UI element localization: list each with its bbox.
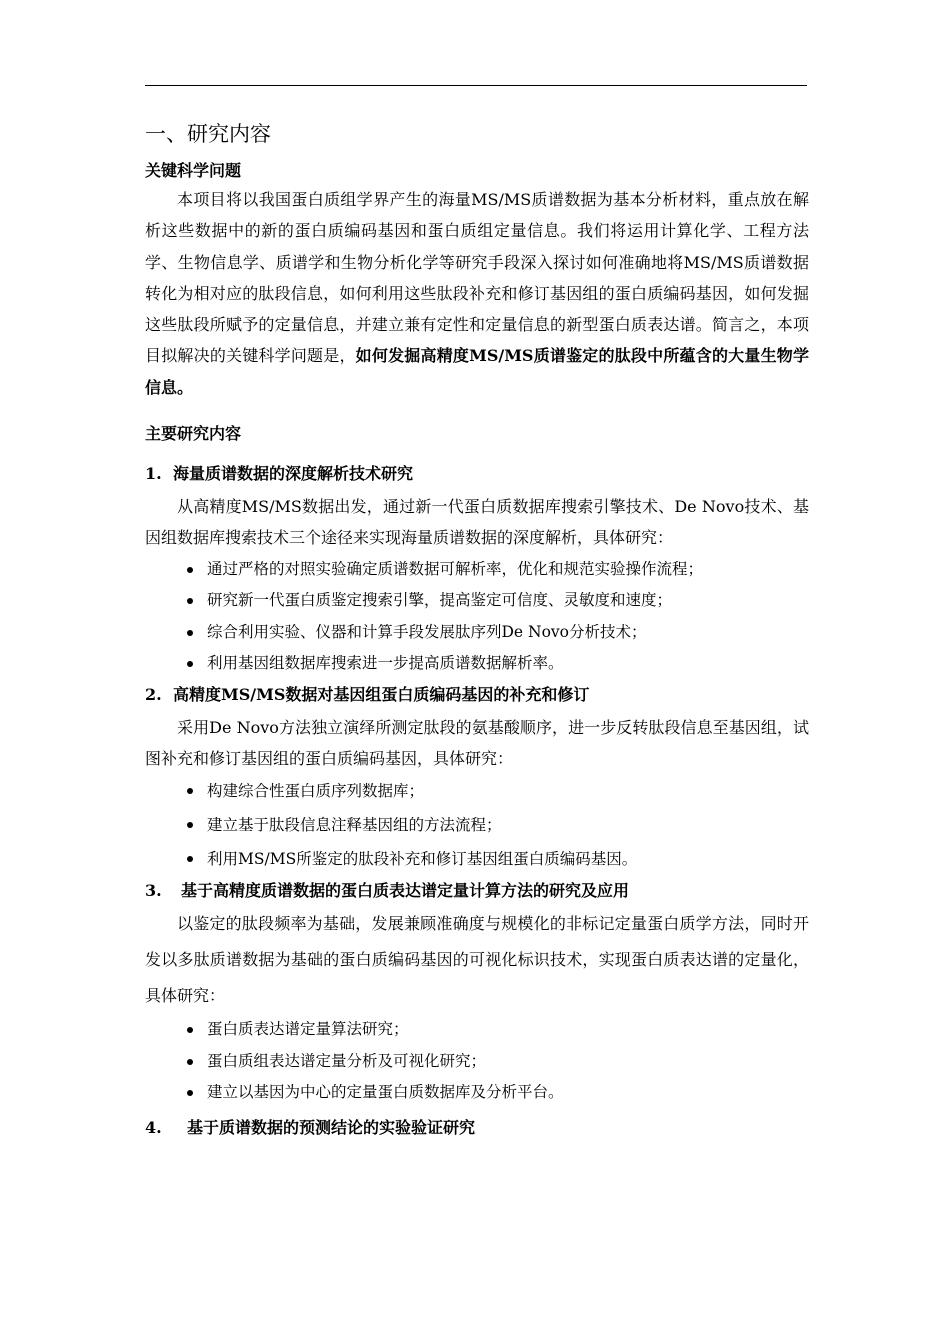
header-rule [145,85,807,86]
list-item: 蛋白质表达谱定量算法研究； [145,1014,809,1046]
item-2-heading [145,682,809,708]
bullet-icon [187,856,193,862]
bullet-icon [187,1059,193,1065]
list-item: 利用基因组数据库搜索进一步提高质谱数据解析率。 [145,648,809,680]
item-2-bullets [145,774,809,876]
bullet-icon [187,661,193,667]
item-4-title: 基于质谱数据的预测结论的实验验证研究 [187,1117,476,1137]
key-problem-paragraph [145,184,809,403]
bullet-icon [187,822,193,828]
key-problem-emphasis: 如何发掘高精度MS/MS质谱鉴定的肽段中所蕴含的大量生物学信息。 [145,346,809,397]
item-4-number: 4. [145,1117,162,1137]
item-1-title: 海量质谱数据的深度解析技术研究 [173,464,414,484]
item-1-text: 从高精度MS/MS数据出发，通过新一代蛋白质数据库搜索引擎技术、De Novo技术、基因组数据库搜索技术三个途径来实现海量质谱数据的深度解析，具体研究： [145,497,809,548]
document-body [145,118,809,1141]
item-3-title: 基于高精度质谱数据的蛋白质表达谱定量计算方法的研究及应用 [181,881,630,901]
list-item: 通过严格的对照实验确定质谱数据可解析率，优化和规范实验操作流程； [145,554,809,586]
item-3-text: 以鉴定的肽段频率为基础，发展兼顾准确度与规模化的非标记定量蛋白质学方法，同时开发以多肽质谱数据为基础的蛋白质编码基因的可视化标识技术，实现蛋白质表达谱的定量化，具体研究： [145,914,809,1006]
item-1-heading [145,461,809,487]
list-item: 利用MS/MS所鉴定的肽段补充和修订基因组蛋白质编码基因。 [145,842,809,876]
list-item: 构建综合性蛋白质序列数据库； [145,774,809,808]
key-problem-text: 本项目将以我国蛋白质组学界产生的海量MS/MS质谱数据为基本分析材料，重点放在解析这些数据中的新的蛋白质编码基因和蛋白质组定量信息。我们将运用计算化学、工程方法学、生物信息学、质谱学和生物分析化学等研究手段深入探讨如何准确地将MS/MS质谱数据转化为相对应的肽段信息，如何利用这些肽段补充和修订基因组的蛋白质编码基因，如何发掘这些肽段所赋予的定量信息，并建立兼有定性和定量信息的新型蛋白质表达谱。简言之，本项目拟解决的关键科学问题是， [145,190,809,366]
item-3-heading [145,878,809,904]
bullet-icon [187,1027,193,1033]
list-item: 研究新一代蛋白质鉴定搜索引擎，提高鉴定可信度、灵敏度和速度； [145,585,809,617]
item-3-number: 3. [145,881,162,901]
item-1-bullets [145,554,809,680]
list-item: 蛋白质组表达谱定量分析及可视化研究； [145,1046,809,1078]
bullet-icon [187,630,193,636]
list-item: 综合利用实验、仪器和计算手段发展肽序列De Novo分析技术； [145,617,809,649]
item-2-number: 2. [145,684,162,704]
list-item: 建立基于肽段信息注释基因组的方法流程； [145,808,809,842]
item-3-bullets [145,1014,809,1109]
item-1-number: 1. [145,464,162,484]
item-2-title: 高精度MS/MS数据对基因组蛋白质编码基因的补充和修订 [173,684,590,704]
section-title: 一、研究内容 [145,122,271,146]
key-problem-heading: 关键科学问题 [145,161,242,180]
bullet-icon [187,598,193,604]
item-2-text: 采用De Novo方法独立演绎所测定肽段的氨基酸顺序，进一步反转肽段信息至基因组，试图补充和修订基因组的蛋白质编码基因，具体研究： [145,717,809,768]
bullet-icon [187,1090,193,1096]
bullet-icon [187,567,193,573]
main-content-heading: 主要研究内容 [145,424,242,444]
list-item: 建立以基因为中心的定量蛋白质数据库及分析平台。 [145,1077,809,1109]
item-4-heading [145,1115,809,1141]
bullet-icon [187,788,193,794]
